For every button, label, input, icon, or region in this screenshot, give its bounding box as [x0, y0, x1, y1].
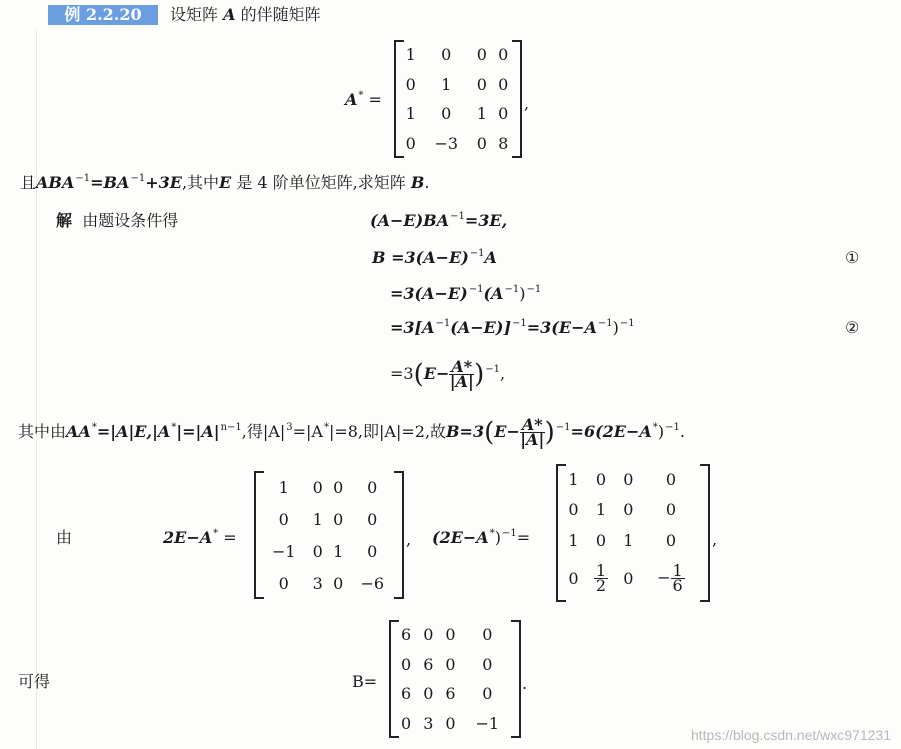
- matrix-cell: 1: [595, 500, 606, 520]
- matrix-2E-minus-Astar: [254, 471, 404, 599]
- matrix-cell: 3: [312, 573, 323, 593]
- matrix-row: [400, 40, 514, 70]
- matrix-inverse: [556, 464, 710, 602]
- step-comma: ,: [406, 530, 412, 549]
- matrix-cell: 1: [623, 530, 634, 550]
- solution-line2: $B =3(A-E)^{-1}A$: [372, 248, 497, 267]
- matrix-row: [562, 464, 702, 494]
- matrix-cell: 0: [482, 654, 493, 674]
- matrix-cell: 0: [498, 45, 509, 65]
- matrix-cell: 0: [445, 713, 456, 733]
- example-intro: 设矩阵 A 的伴随矩阵: [170, 5, 321, 24]
- matrix-row: [395, 650, 513, 680]
- matrix-cell: 0: [405, 133, 416, 153]
- adjoint-matrix: [394, 40, 522, 158]
- matrix-row: [260, 567, 396, 599]
- matrix-cell: 1: [405, 45, 416, 65]
- matrix-row: [260, 535, 396, 567]
- matrix-cell: 0: [441, 45, 452, 65]
- matrix-cell: 3: [423, 713, 434, 733]
- solution-line1: $(A-E)BA^{-1}=3E$,: [370, 211, 508, 230]
- matrix-cell: 0: [623, 500, 634, 520]
- matrix-cell: 0: [665, 530, 676, 550]
- matrix-cell: 1: [405, 104, 416, 124]
- matrix-cell: 0: [568, 569, 579, 589]
- matrix-cell: 0: [333, 573, 344, 593]
- matrix-cell: 0: [482, 625, 493, 645]
- adjoint-lhs: A* =: [345, 90, 382, 109]
- matrix-cell: 0: [278, 509, 289, 529]
- matrix-cell: 6: [445, 684, 456, 704]
- matrix-row: [562, 525, 702, 555]
- matrix-cell: 1: [568, 469, 579, 489]
- matrix-cell: 6: [401, 684, 412, 704]
- step-label-you: 由: [56, 528, 73, 547]
- matrix-cell: 0: [476, 74, 487, 94]
- matrix-cell: 0: [333, 509, 344, 529]
- step-lhs2: $(2E-A^*)^{-1}=$: [432, 528, 531, 547]
- matrix-row: [400, 99, 514, 129]
- matrix-cell: 0: [476, 133, 487, 153]
- matrix-cell: 0: [445, 625, 456, 645]
- matrix-cell: 0: [482, 684, 493, 704]
- matrix-cell: 0: [498, 104, 509, 124]
- matrix-cell: 0: [665, 469, 676, 489]
- watermark: https://blog.csdn.net/wxc971231: [690, 727, 891, 743]
- matrix-row: [395, 679, 513, 709]
- matrix-row: [562, 555, 702, 602]
- result-trail: .: [522, 674, 528, 693]
- matrix-cell: 0: [595, 530, 606, 550]
- matrix-cell: −3: [434, 133, 459, 153]
- matrix-cell: −1: [475, 713, 500, 733]
- matrix-cell: 0: [333, 477, 344, 497]
- matrix-cell: 0: [423, 625, 434, 645]
- matrix-cell: 0: [312, 541, 323, 561]
- step-lhs1: 2E−A* =: [163, 528, 237, 547]
- matrix-cell: 1: [333, 541, 344, 561]
- matrix-cell: 1: [278, 477, 289, 497]
- matrix-row: [395, 709, 513, 739]
- solution-line3: $=3(A-E)^{-1}(A^{-1})^{-1}$: [390, 284, 542, 303]
- matrix-cell: 0: [367, 477, 378, 497]
- matrix-cell: 0: [498, 74, 509, 94]
- equation-mark-2: ②: [845, 318, 860, 337]
- matrix-cell: 0: [441, 104, 452, 124]
- matrix-cell: 0: [401, 713, 412, 733]
- matrix-cell: −6: [360, 573, 385, 593]
- matrix-cell-fraction: $\frac{1}{2}$: [595, 561, 606, 596]
- matrix-row: [260, 471, 396, 503]
- solution-lead: 解 由题设条件得: [56, 211, 179, 230]
- matrix-cell: 0: [623, 569, 634, 589]
- matrix-cell: 0: [278, 573, 289, 593]
- condition-line: 且$ABA^{-1}=BA^{-1}+3E$,其中E 是 4 阶单位矩阵,求矩阵 B.: [20, 173, 430, 192]
- matrix-row: [562, 494, 702, 524]
- matrix-cell: 0: [595, 469, 606, 489]
- matrix-row: [400, 129, 514, 159]
- matrix-row: [395, 620, 513, 650]
- matrix-cell: 6: [401, 625, 412, 645]
- solution-line4: $=3[A^{-1}(A-E)]^{-1}=3(E-A^{-1})^{-1}$: [390, 318, 635, 337]
- result-matrix: [389, 620, 521, 738]
- matrix-cell-fraction: − $\frac{1}{6}$: [657, 561, 683, 596]
- matrix-cell: 1: [312, 509, 323, 529]
- page-fold-line: [36, 30, 37, 749]
- matrix-cell: 1: [568, 530, 579, 550]
- matrix-cell: 0: [312, 477, 323, 497]
- equation-mark-1: ①: [845, 248, 860, 267]
- matrix-cell: 1: [476, 104, 487, 124]
- matrix-cell: 6: [423, 654, 434, 674]
- example-badge: 例 2.2.20: [48, 5, 158, 25]
- matrix-cell: 0: [367, 509, 378, 529]
- matrix-cell: 0: [665, 500, 676, 520]
- matrix-cell: 0: [405, 74, 416, 94]
- step-trail: ,: [712, 530, 718, 549]
- matrix-row: [400, 70, 514, 100]
- matrix-cell: 0: [445, 654, 456, 674]
- solution-line5: =3(E− $\frac{A*}{|A|}$ )$^{-1}$,: [390, 357, 506, 391]
- matrix-cell: 1: [441, 74, 452, 94]
- result-lhs: B=: [352, 672, 378, 691]
- matrix-cell: 0: [401, 654, 412, 674]
- matrix-cell: 0: [623, 469, 634, 489]
- matrix-cell: 0: [423, 684, 434, 704]
- matrix-cell: 0: [568, 500, 579, 520]
- matrix-cell: 8: [498, 133, 509, 153]
- matrix-row: [260, 503, 396, 535]
- result-label: 可得: [18, 672, 51, 691]
- matrix-cell: −1: [271, 541, 296, 561]
- matrix-cell: 0: [476, 45, 487, 65]
- matrix-cell: 0: [367, 541, 378, 561]
- adjoint-trail: ,: [524, 94, 530, 113]
- derivation-line: 其中由$AA^*=|A|E,|A^*|=|A|^{n-1}$,得$|A|^3=|A^*|=8$,即|A|=2,故B=3(E− $\frac{A*}{|A|}$ )$^{-1}=6(2E-A^*)^{-1}$.: [18, 415, 685, 449]
